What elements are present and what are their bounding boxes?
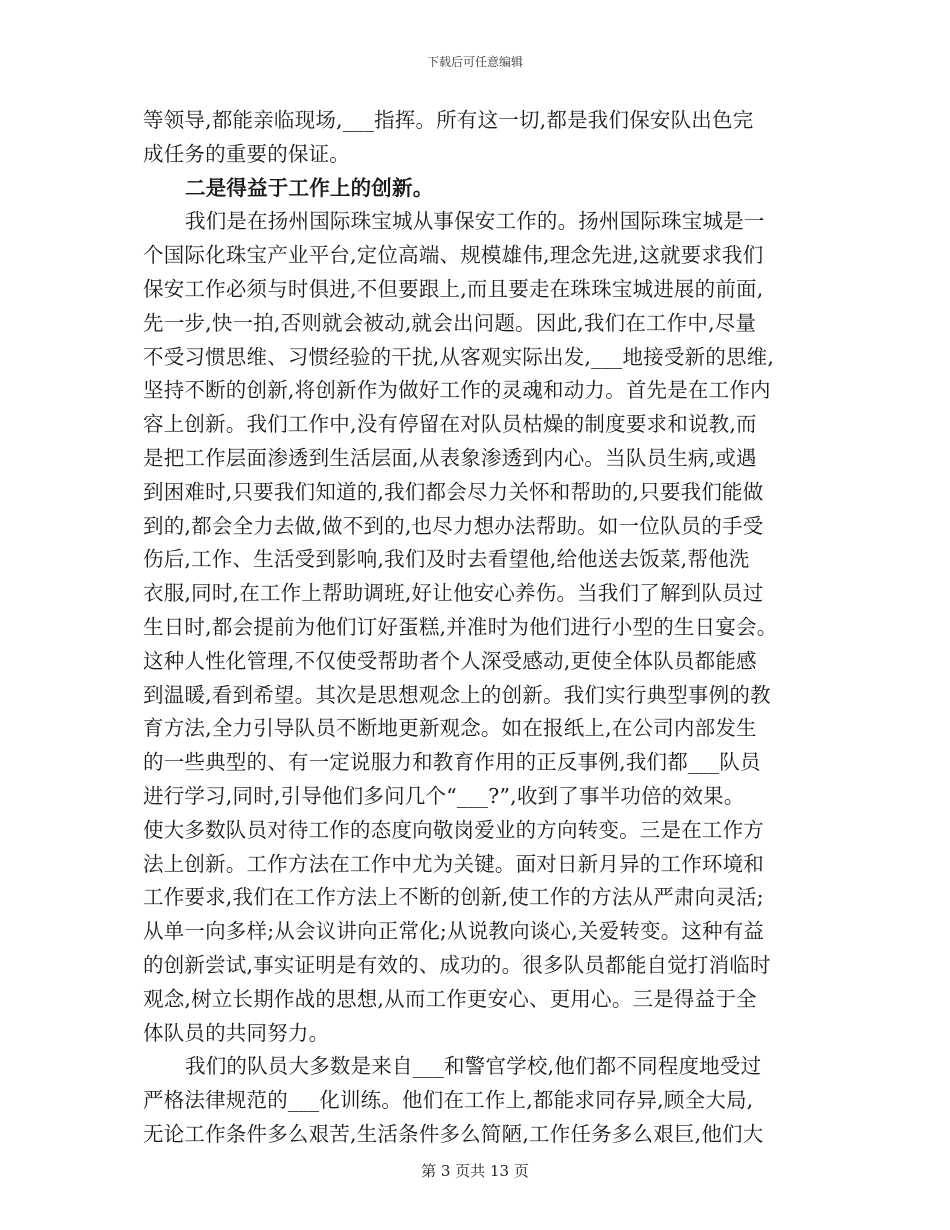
body-text-line: 使大多数队员对待工作的态度向敬岗爱业的方向转变。三是在工作方 [143,817,764,842]
body-text-line: 成任务的重要的保证。 [143,141,350,166]
body-text-line: 保安工作必须与时俱进,不但要跟上,而且要走在珠珠宝城进展的前面, [143,276,764,301]
body-text-line: 工作要求,我们在工作方法上不断的创新,使工作的方法从严肃向灵活; [143,885,764,910]
body-text-line: 先一步,快一拍,否则就会被动,就会出问题。因此,我们在工作中,尽量 [143,310,757,335]
body-text-line: 是把工作层面渗透到生活层面,从表象渗透到内心。当队员生病,或遇 [143,445,757,470]
body-text-line: 法上创新。工作方法在工作中尤为关键。面对日新月异的工作环境和 [143,851,764,876]
body-text-line: 育方法,全力引导队员不断地更新观念。如在报纸上,在公司内部发生 [143,716,757,741]
body-text-line: 容上创新。我们工作中,没有停留在对队员枯燥的制度要求和说教,而 [143,412,757,437]
body-text-line: 个国际化珠宝产业平台,定位高端、规模雄伟,理念先进,这就要求我们 [143,243,764,268]
body-text-line: 我们的队员大多数是来自___和警官学校,他们都不同程度地受过 [185,1054,762,1079]
page-header: 下载后可任意编辑 [426,55,523,69]
body-text-line: 无论工作条件多么艰苦,生活条件多么简陋,工作任务多么艰巨,他们大 [143,1121,764,1146]
body-text-line: 衣服,同时,在工作上帮助调班,好让他安心养伤。当我们了解到队员过 [143,581,764,606]
body-text-line: 观念,树立长期作战的思想,从而工作更安心、更用心。三是得益于全 [143,986,757,1011]
section-heading: 二是得益于工作上的创新。 [185,175,434,200]
body-text-line: 从单一向多样;从会议讲向正常化;从说教向谈心,关爱转变。这种有益 [143,919,765,944]
body-text-line: 的创新尝试,事实证明是有效的、成功的。很多队员都能自觉打消临时 [143,952,771,977]
page-footer: 第 3 页共 13 页 [421,1162,529,1180]
body-text-line: 等领导,都能亲临现场,___指挥。所有这一切,都是我们保安队出色完 [143,108,754,132]
body-text-line: 不受习惯思维、习惯经验的干扰,从客观实际出发,___地接受新的思维, [143,344,775,369]
body-text-line: 到温暖,看到希望。其次是思想观念上的创新。我们实行典型事例的教 [143,682,771,707]
body-text-line: 的一些典型的、有一定说服力和教育作用的正反事例,我们都___队员 [143,750,761,775]
body-text-line: 严格法律规范的___化训练。他们在工作上,都能求同存异,顾全大局, [143,1088,754,1113]
body-text-line: 进行学习,同时,引导他们多问几个“___?”,收到了事半功倍的效果。 [143,783,745,808]
body-text-line: 坚持不断的创新,将创新作为做好工作的灵魂和动力。首先是在工作内 [143,378,771,403]
body-text-line: 我们是在扬州国际珠宝城从事保安工作的。扬州国际珠宝城是一 [185,209,765,234]
body-text-line: 到的,都会全力去做,做不到的,也尽力想办法帮助。如一位队员的手受 [143,513,764,538]
document-body [143,104,808,1152]
body-text-line: 到困难时,只要我们知道的,我们都会尽力关怀和帮助的,只要我们能做 [143,479,764,504]
body-text-line: 伤后,工作、生活受到影响,我们及时去看望他,给他送去饭菜,帮他洗 [143,547,750,572]
body-text-line: 体队员的共同努力。 [143,1020,330,1045]
body-text-line: 这种人性化管理,不仅使受帮助者个人深受感动,更使全体队员都能感 [143,648,757,673]
body-text-line: 生日时,都会提前为他们订好蛋糕,并准时为他们进行小型的生日宴会。 [143,614,778,639]
